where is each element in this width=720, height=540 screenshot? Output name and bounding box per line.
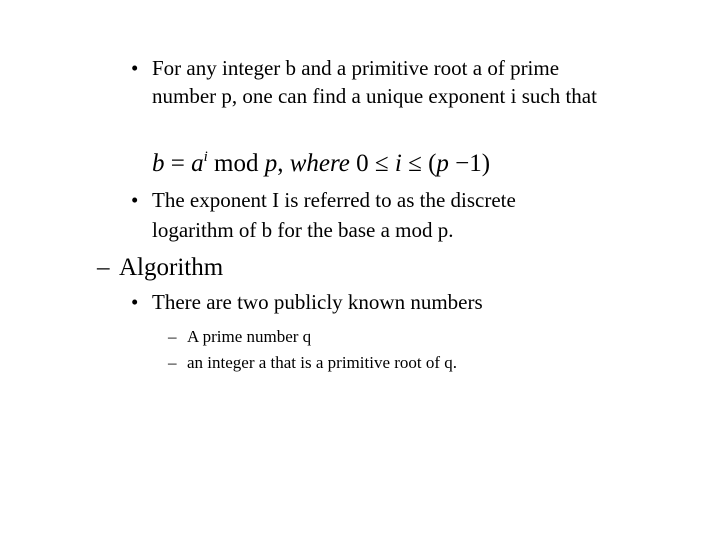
formula-mod: mod bbox=[207, 150, 265, 177]
item2-line1: The exponent I is referred to as the discrete bbox=[152, 188, 516, 212]
item1-line1: For any integer b and a primitive root a of prime bbox=[152, 56, 560, 80]
algorithm-heading: Algorithm bbox=[119, 254, 224, 281]
bullet-dash: – bbox=[168, 353, 177, 372]
bullet-dot: • bbox=[131, 290, 139, 314]
discrete-log-formula bbox=[152, 151, 490, 176]
item2-line2: logarithm of b for the base a mod p. bbox=[152, 218, 454, 242]
subitem-second: an integer a that is a primitive root of q. bbox=[187, 353, 458, 372]
formula-p: p bbox=[264, 150, 278, 177]
formula-a: a bbox=[191, 150, 204, 177]
item1-line2: number p, one can find a unique exponent i such that bbox=[152, 84, 597, 108]
bullet-dot: • bbox=[131, 188, 139, 212]
formula-eq: = bbox=[164, 150, 192, 177]
formula-exponent: i bbox=[203, 149, 208, 165]
formula-b: b bbox=[152, 150, 165, 177]
bullet-dot: • bbox=[131, 56, 139, 80]
item3-text: There are two publicly known numbers bbox=[152, 290, 483, 314]
formula-p2: p bbox=[436, 150, 449, 177]
formula-zero: 0 ≤ bbox=[349, 150, 395, 177]
formula-i: i bbox=[394, 150, 402, 177]
formula-le: ≤ ( bbox=[401, 150, 437, 177]
subitem-first: A prime number q bbox=[187, 327, 312, 346]
bullet-dash: – bbox=[97, 254, 110, 281]
formula-comma: , bbox=[277, 150, 290, 177]
bullet-dash: – bbox=[168, 327, 177, 346]
formula-tail: −1) bbox=[448, 150, 491, 177]
formula-where: where bbox=[289, 150, 350, 177]
